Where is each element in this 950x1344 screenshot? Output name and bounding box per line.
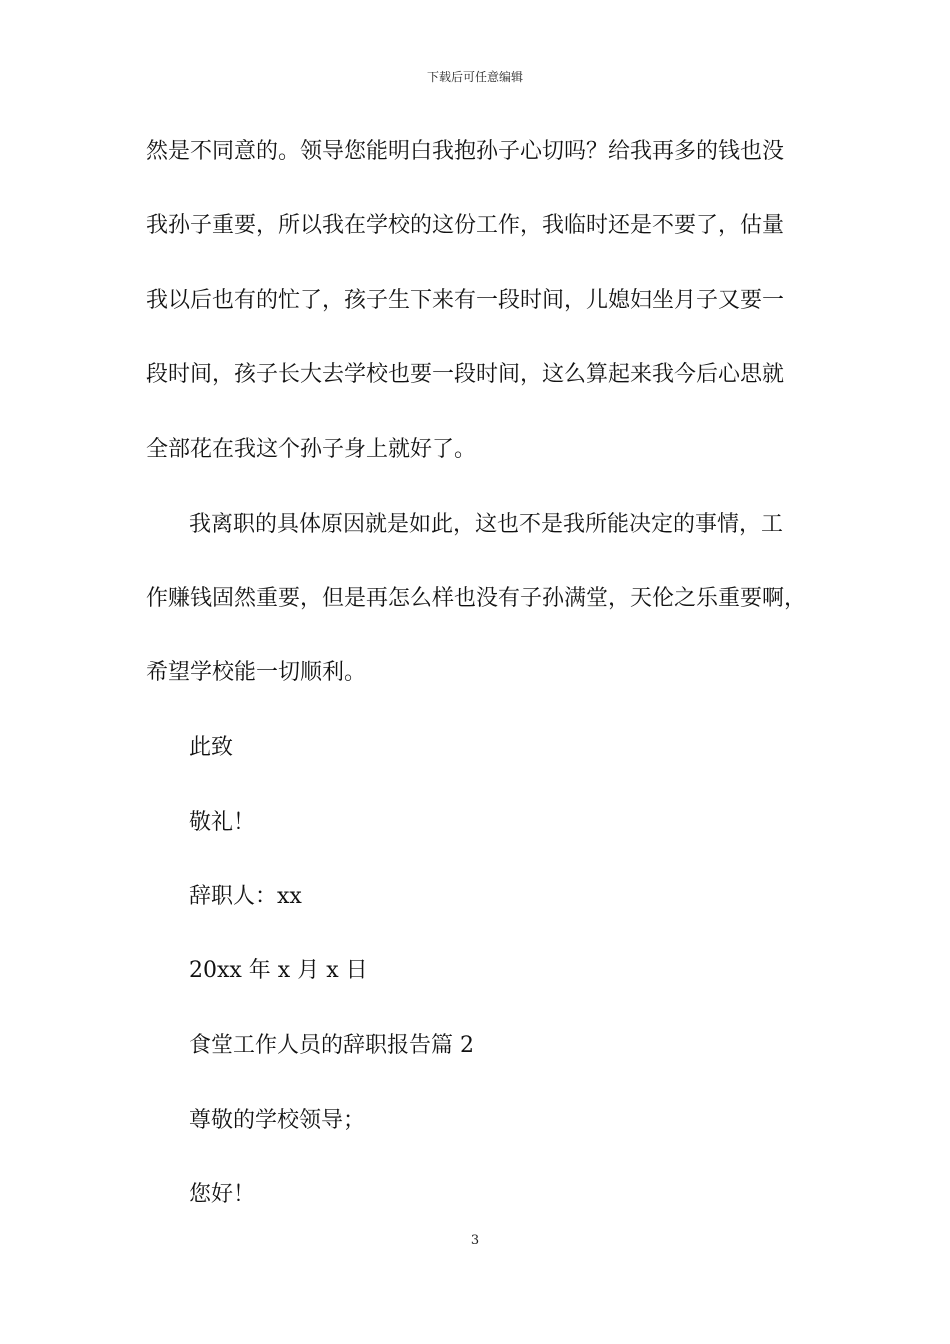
date-line: 20xx 年 x 月 x 日 xyxy=(189,958,368,983)
paragraph-line-3: 我以后也有的忙了，孩子生下来有一段时间，儿媳妇坐月子又要一 xyxy=(146,288,785,313)
paragraph-line-5: 全部花在我这个孙子身上就好了。 xyxy=(146,437,477,462)
paragraph-line-6: 我离职的具体原因就是如此，这也不是我所能决定的事情，工 xyxy=(189,512,784,537)
paragraph-line-4: 段时间，孩子长大去学校也要一段时间，这么算起来我今后心思就 xyxy=(146,362,785,387)
closing-regards: 敬礼！ xyxy=(189,810,256,835)
page-header: 下载后可任意编辑 xyxy=(426,70,523,84)
page-number: 3 xyxy=(470,1233,480,1248)
section-title: 食堂工作人员的辞职报告篇 2 xyxy=(189,1033,474,1058)
paragraph-line-1: 然是不同意的。领导您能明白我抱孙子心切吗？给我再多的钱也没 xyxy=(146,139,785,164)
paragraph-line-2: 我孙子重要，所以我在学校的这份工作，我临时还是不要了，估量 xyxy=(146,213,785,238)
paragraph-line-7: 作赚钱固然重要，但是再怎么样也没有子孙满堂，天伦之乐重要啊， xyxy=(146,586,807,611)
greeting-line: 尊敬的学校领导； xyxy=(189,1108,366,1133)
signature-line: 辞职人：xx xyxy=(189,884,302,909)
hello-line: 您好！ xyxy=(189,1182,256,1207)
closing-salutation: 此致 xyxy=(189,735,234,760)
paragraph-line-8: 希望学校能一切顺利。 xyxy=(146,660,367,685)
